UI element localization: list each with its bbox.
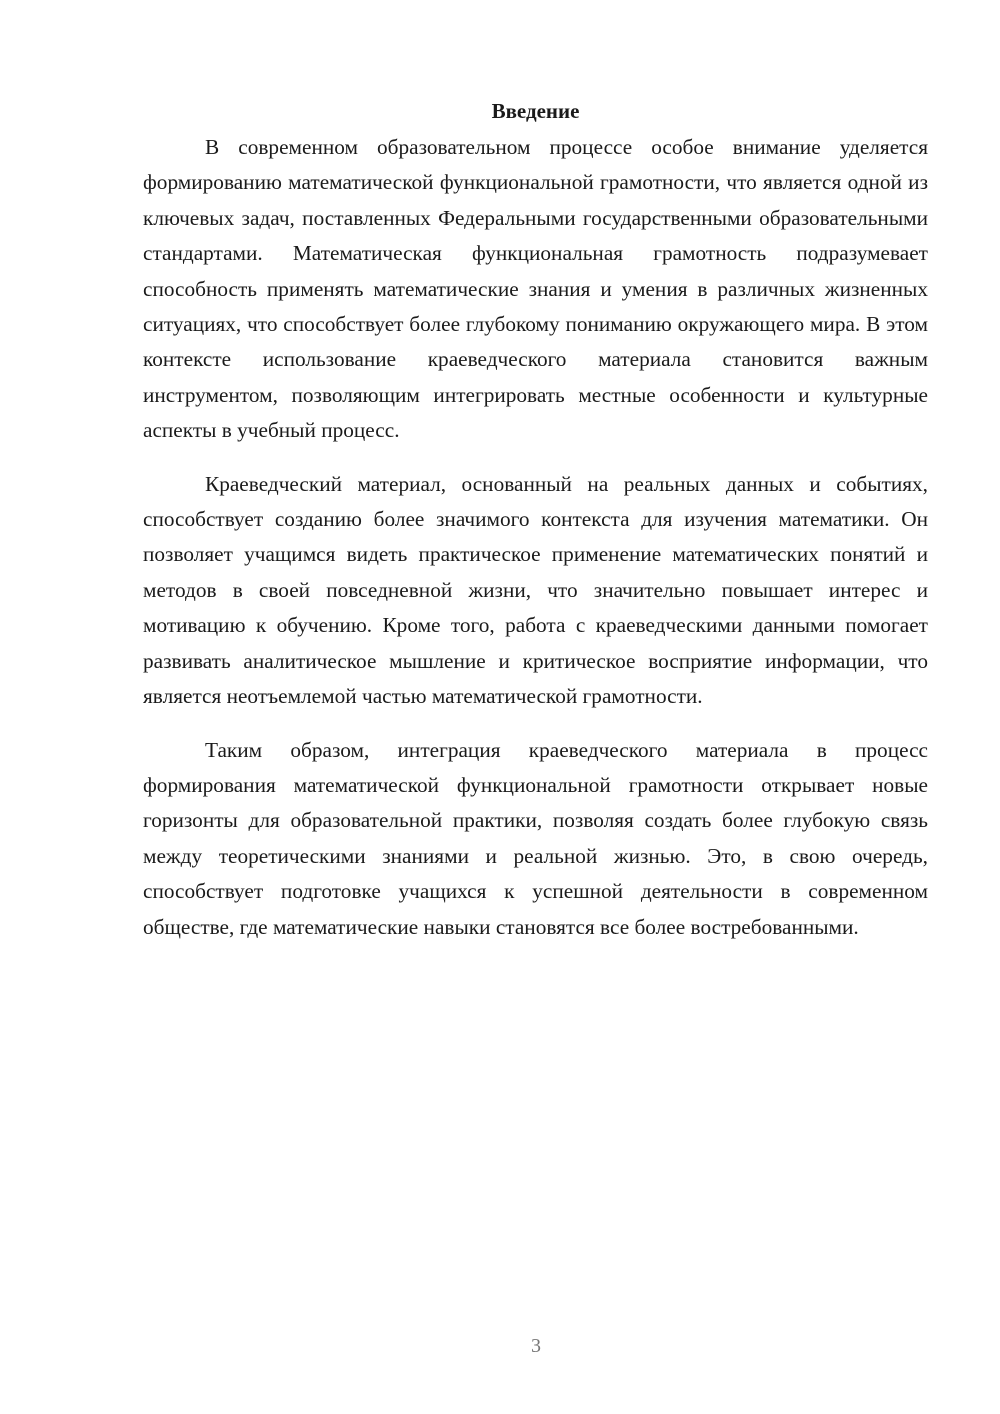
page-content (143, 96, 928, 945)
paragraph-2: Краеведческий материал, основанный на реальных данных и событиях, способствует созданию более значимого контекста для изучения математики. Он позволяет учащимся видеть практическое применение математических понятий и методов в своей повседневной жизни, что значительно повышает интерес и мотивацию к обучению. Кроме того, работа с краеведческими данными помогает развивать аналитическое мышление и критическое восприятие информации, что является неотъемлемой частью математической грамотности. (143, 471, 928, 709)
page-number: 3 (531, 1335, 541, 1357)
paragraph-1: В современном образовательном процессе особое внимание уделяется формированию математической функциональной грамотности, что является одной из ключевых задач, поставленных Федеральными государственными образовательными стандартами. Математическая функциональная грамотность подразумевает способность применять математические знания и умения в различных жизненных ситуациях, что способствует более глубокому пониманию окружающего мира. В этом контексте использование краеведческого материала становится важным инструментом, позволяющим интегрировать местные особенности и культурные аспекты в учебный процесс. (143, 135, 928, 443)
paragraph-3: Таким образом, интеграция краеведческого материала в процесс формирования математической функциональной грамотности открывает новые горизонты для образовательной практики, позволяя создать более глубокую связь между теоретическими знаниями и реальной жизнью. Это, в свою очередь, способствует подготовке учащихся к успешной деятельности в современном обществе, где математические навыки становятся все более востребованными. (143, 737, 928, 939)
section-heading: Введение (491, 99, 580, 123)
